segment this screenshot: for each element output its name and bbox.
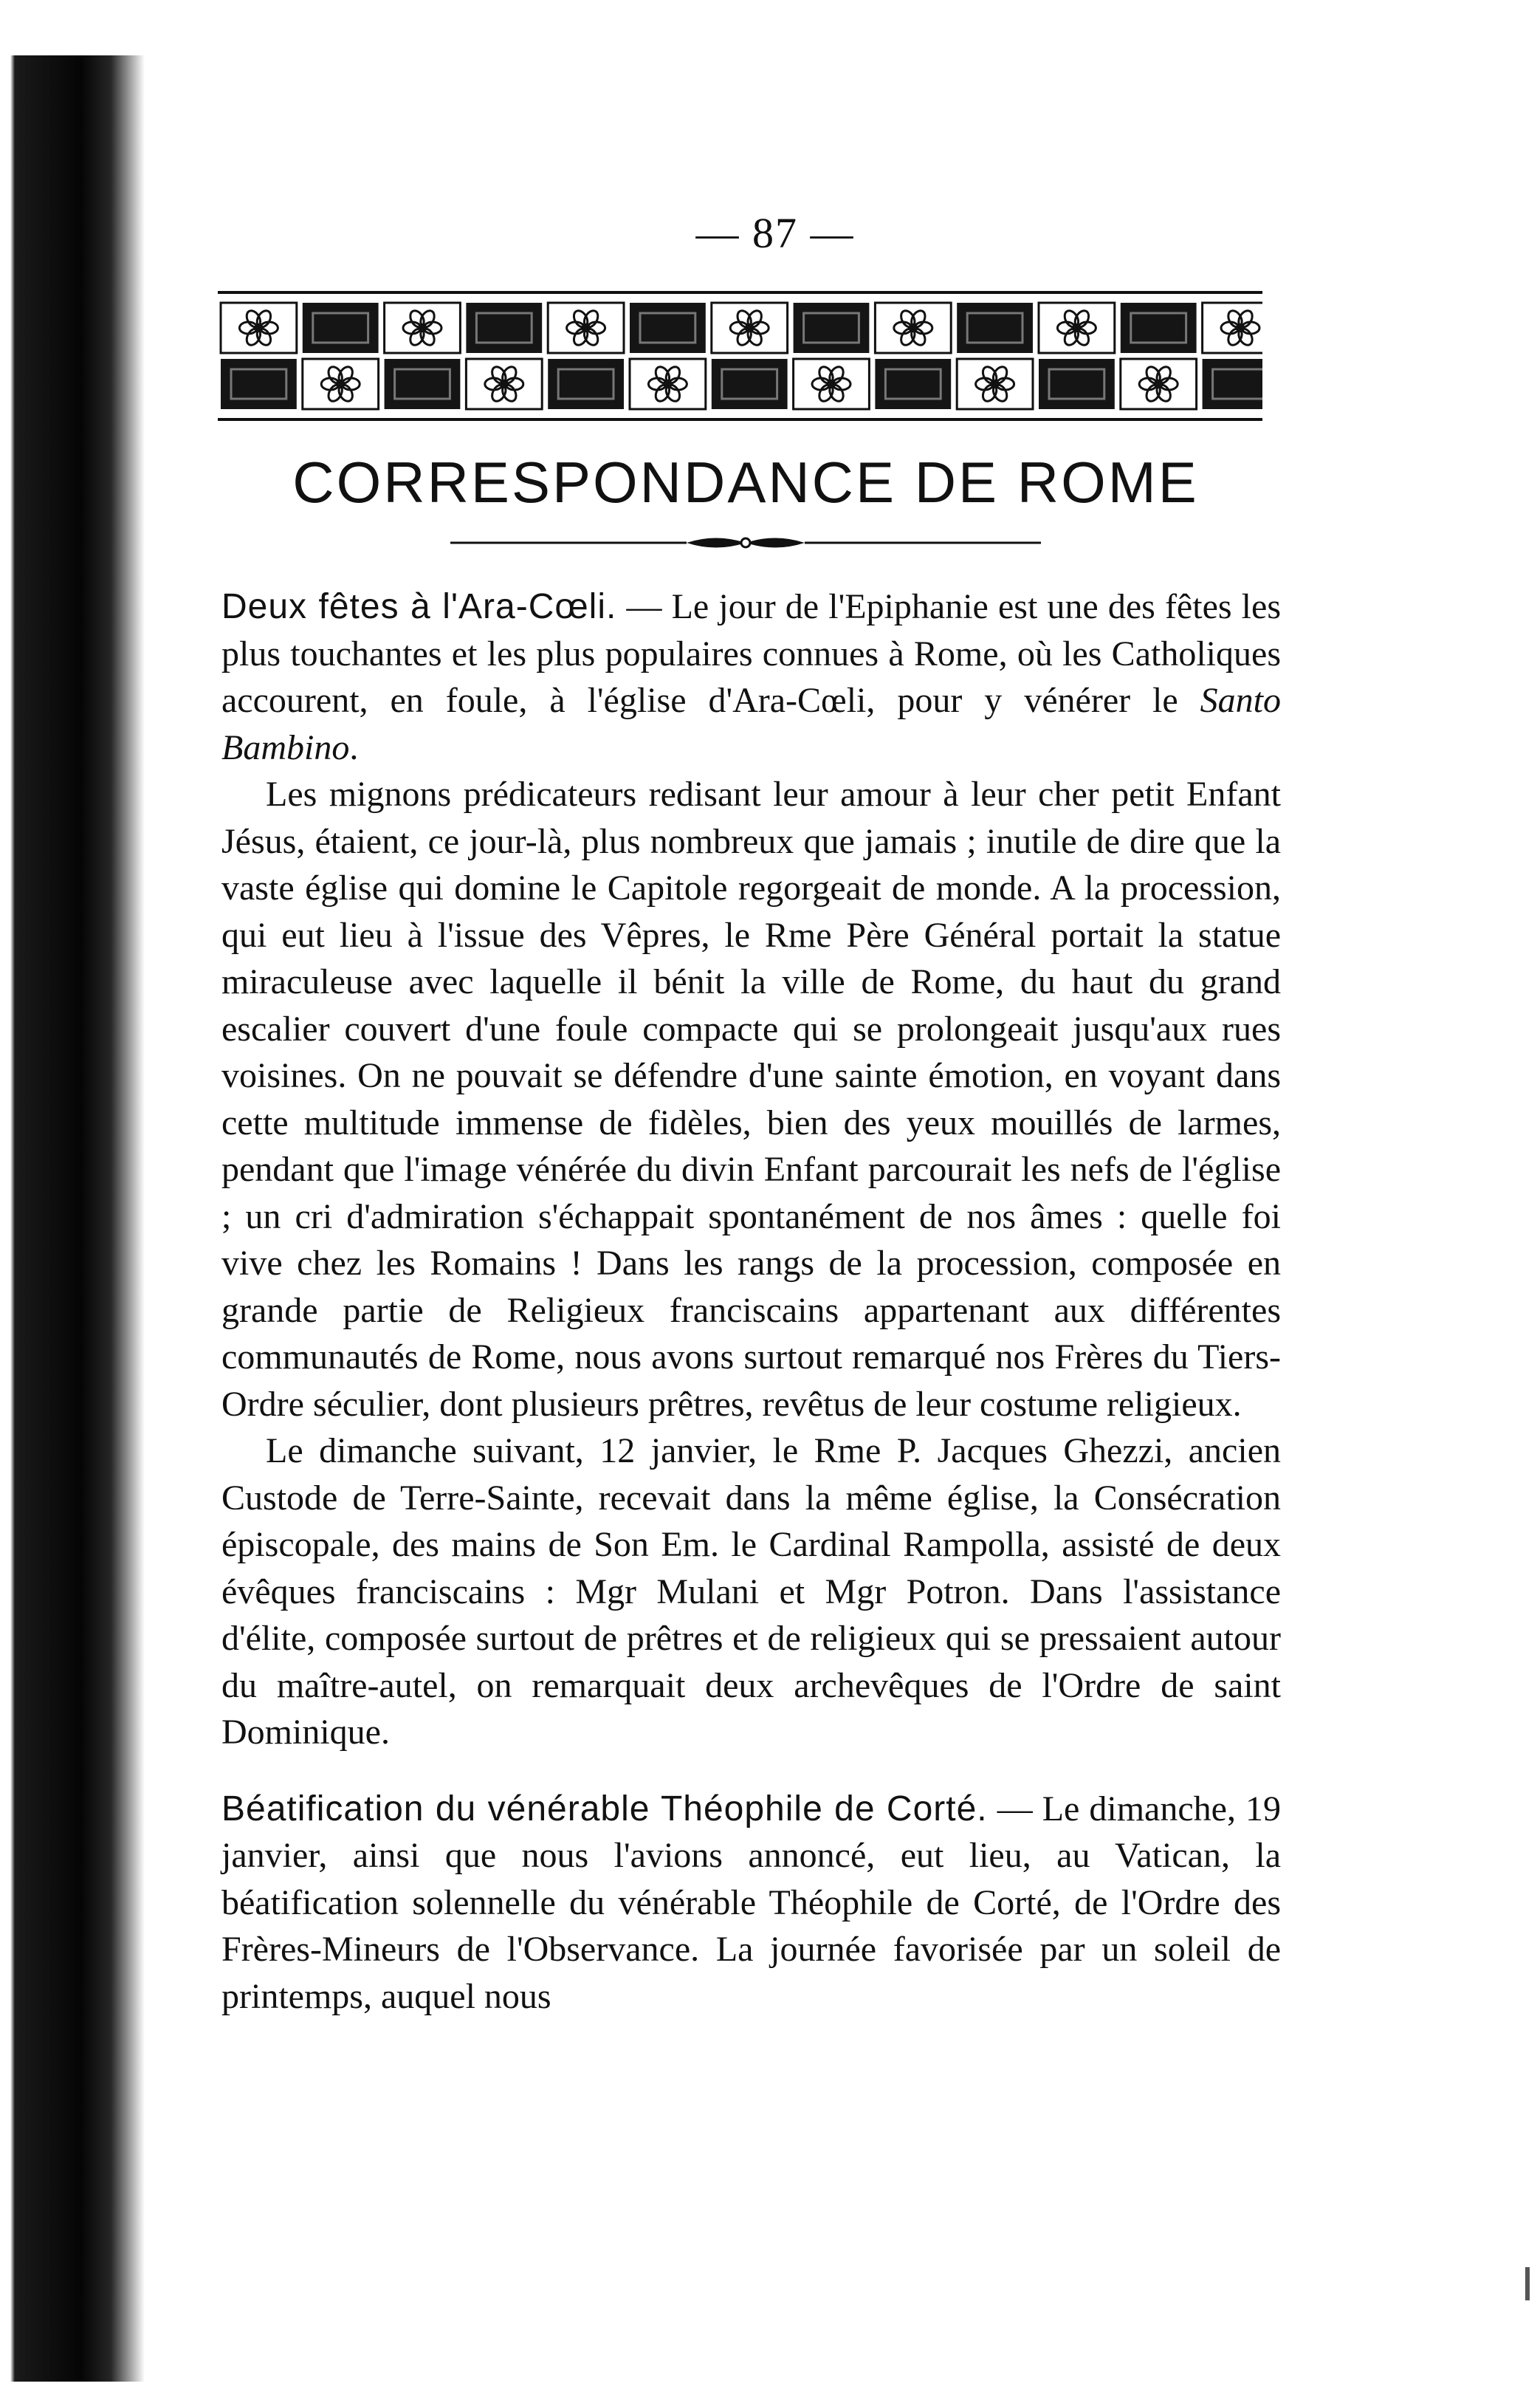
- rosette-center: [418, 323, 427, 332]
- rosette-center: [991, 380, 1000, 388]
- paragraph: Les mignons prédicateurs redisant leur amour à leur cher petit Enfant Jésus, étaient, ce jour-là, plus nombreux que jamais ; inutile de dire que la vaste église qui domine le Capitole regorgeait de monde. A la procession, qui eut lieu à l'issue des Vêpres, le Rme Père Général portait la statue miraculeuse avec laquelle il bénit la ville de Rome, du haut du grand escalier couvert d'une foule compacte qui se prolongeait jusqu'aux rues voisines. On ne pouvait se défendre d'une sainte émotion, en voyant dans cette multitude immense de fidèles, bien des yeux mouillés de larmes, pendant que l'image vénérée du divin Enfant parcourait les nefs de l'église ; un cri d'admiration s'échappait spontanément de nos âmes : quelle foi vive chez les Romains ! Dans les rangs de la procession, composée en grande partie de Religieux franciscains appartenant aux différentes communautés de Rome, nous avons surtout remarqué nos Frères du Tiers-Ordre séculier, dont plusieurs prêtres, revêtus de leur costume religieux.: [221, 775, 1281, 1424]
- page-title: CORRESPONDANCE DE ROME: [292, 450, 1199, 515]
- paragraph: [221, 1786, 1281, 2020]
- rosette-center: [582, 323, 591, 332]
- ornament-pattern: [218, 289, 1262, 422]
- paragraph: Le dimanche suivant, 12 janvier, le Rme P. Jacques Ghezzi, ancien Custode de Terre-Sainte, recevait dans la même église, la Consécration épiscopale, des mains de Son Em. le Cardinal Rampolla, assisté de deux évêques franciscains : Mgr Mulani et Mgr Potron. Dans l'assistance d'élite, composée surtout de prêtres et de religieux qui se pressaient autour du maître-autel, on remarquait deux archevêques de l'Ordre de saint Dominique.: [221, 1431, 1281, 1752]
- paragraph-end: .: [349, 727, 359, 767]
- rosette-center: [336, 380, 345, 388]
- rosette-center: [909, 323, 918, 332]
- paragraph-text: — Le dimanche, 19 janvier, ainsi que nous l'avions annoncé, eut lieu, au Vatican, la béatification solennelle du vénérable Théophile de Corté, de l'Ordre des Frères-Mineurs de l'Observance. La journée favorisée par un soleil de printemps, auquel nous: [221, 1789, 1282, 2016]
- rosette-center: [500, 380, 509, 388]
- article-body: [221, 583, 1281, 2020]
- title-divider-ornament: [450, 532, 1041, 554]
- book-spine-shadow: [0, 55, 145, 2382]
- ornamental-header-band: [218, 289, 1262, 422]
- rosette-center: [827, 380, 836, 388]
- section-heading: Deux fêtes à l'Ara-Cœli.: [221, 587, 617, 626]
- rosette-center: [1154, 380, 1163, 388]
- margin-mark: [1525, 2267, 1530, 2300]
- section-heading: Béatification du vénérable Théophile de Corté.: [221, 1789, 988, 1828]
- rosette-center: [1236, 323, 1245, 332]
- rosette-center: [745, 323, 754, 332]
- italic-phrase: Santo Bambino: [221, 681, 1281, 767]
- rosette-center: [254, 323, 263, 332]
- page-number: — 87 —: [695, 209, 855, 257]
- ornament-block: [1203, 359, 1262, 409]
- paragraph-text: — Le jour de l'Epiphanie est une des fêtes les plus touchantes et les plus populaires connues à Rome, où les Catholiques accourent, en foule, à l'église d'Ara-Cœli, pour y vénérer le: [221, 587, 1282, 720]
- paragraph: [221, 583, 1281, 771]
- rosette-center: [1072, 323, 1081, 332]
- rosette-center: [663, 380, 672, 388]
